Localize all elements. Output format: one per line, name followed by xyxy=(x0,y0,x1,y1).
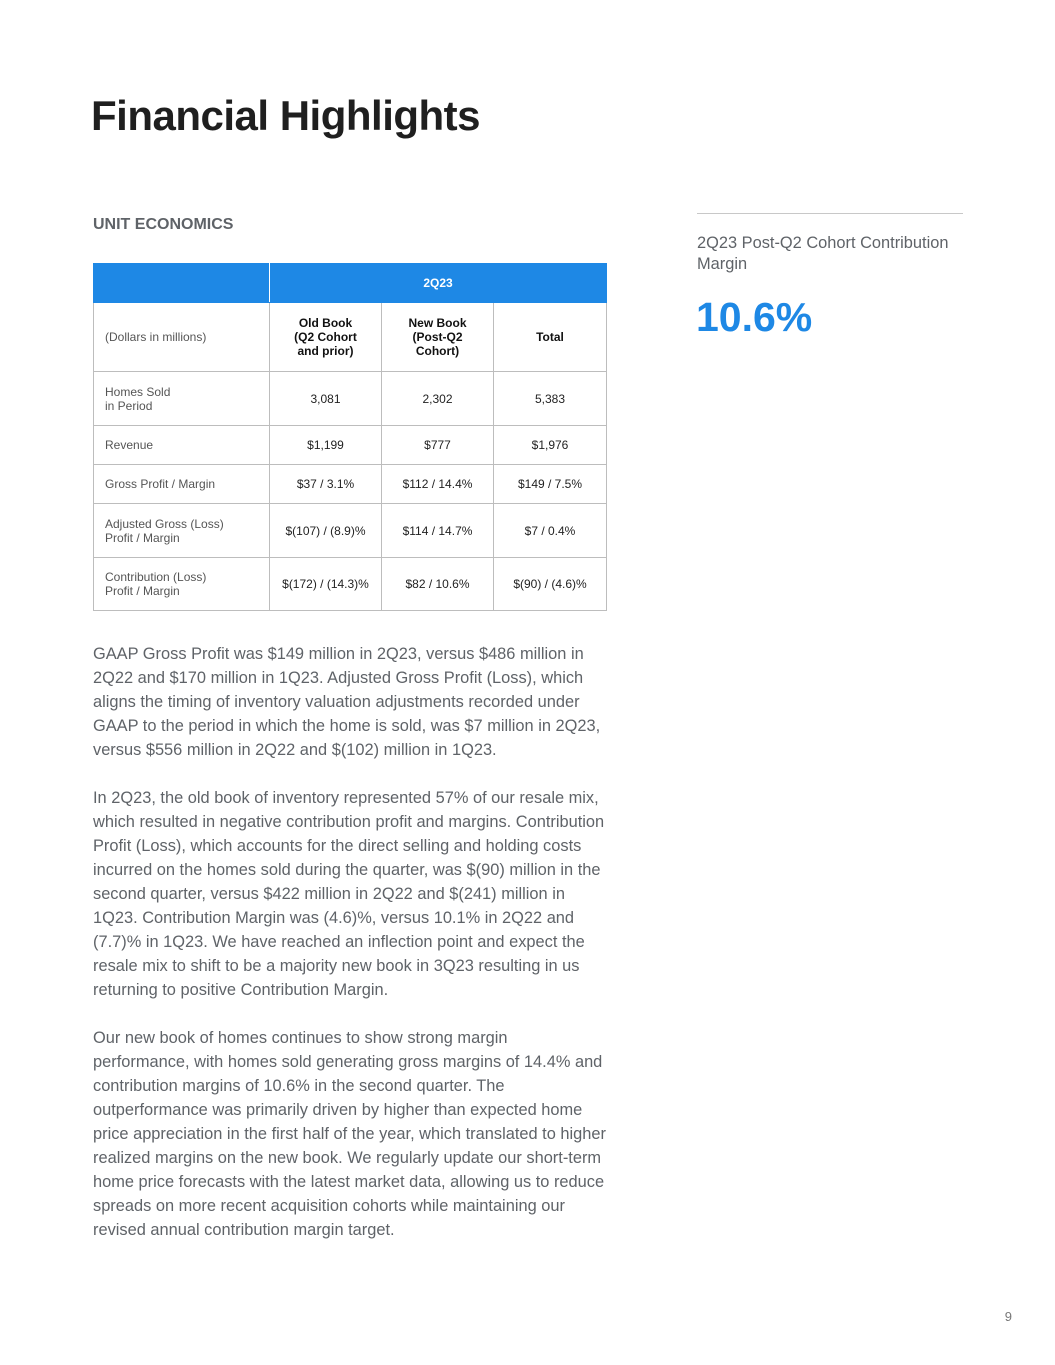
table-row-gross-profit xyxy=(94,465,607,504)
table-row-adjusted-gross xyxy=(94,504,607,558)
period-header: 2Q23 xyxy=(270,264,607,303)
paragraph-new-book: Our new book of homes continues to show strong margin performance, with homes sold generating gross margins of 14.4% and contribution margins of 10.6% in the second quarter. The outperformance was primarily driven by higher than expected home price appreciation in the first half of the year, which translated to higher realized margins on the new book. We regularly update our short-term home price forecasts with the latest market data, allowing us to reduce spreads on more recent acquisition cohorts while maintaining our revised annual contribution margin target. xyxy=(93,1029,606,1239)
col-header-line: (Q2 Cohort xyxy=(294,330,357,344)
row-label-line: Profit / Margin xyxy=(105,584,180,598)
cell-total: $7 / 0.4% xyxy=(494,504,607,558)
row-label: Gross Profit / Margin xyxy=(94,465,270,504)
table-column-header-row xyxy=(94,303,607,372)
section-label: UNIT ECONOMICS xyxy=(93,216,234,233)
row-label: Revenue xyxy=(94,426,270,465)
cell-old-book: $1,199 xyxy=(270,426,382,465)
sidebar-metric-value: 10.6% xyxy=(696,294,813,340)
page-number: 9 xyxy=(1004,1309,1012,1324)
cell-total: $(90) / (4.6)% xyxy=(494,558,607,611)
unit-economics-table xyxy=(93,263,607,611)
col-header-line: Old Book xyxy=(298,316,353,330)
cell-new-book: $114 / 14.7% xyxy=(382,504,494,558)
row-label-line: Profit / Margin xyxy=(105,530,180,545)
col-header-line: Cohort) xyxy=(415,344,460,358)
table-row-contribution xyxy=(94,558,607,611)
paragraph-gross-profit: GAAP Gross Profit was $149 million in 2Q23, versus $486 million in 2Q22 and $170 million in 1Q23. Adjusted Gross Profit (Loss), which aligns the timing of inventory valuation adjustments recorded under GAAP to the period in which the home is sold, was $7 million in 2Q23, versus $556 million in 2Q22 and $(102) million in 1Q23. xyxy=(93,645,601,759)
table-row-revenue xyxy=(94,426,607,465)
col-header-new-book xyxy=(382,303,494,372)
cell-new-book: 2,302 xyxy=(382,372,494,426)
col-header-line: and prior) xyxy=(297,344,354,358)
cell-new-book: $82 / 10.6% xyxy=(382,558,494,611)
cell-old-book: 3,081 xyxy=(270,372,382,426)
col-header-total: Total xyxy=(494,303,607,372)
cell-total: $1,976 xyxy=(494,426,607,465)
cell-total: $149 / 7.5% xyxy=(494,465,607,504)
col-header-old-book xyxy=(270,303,382,372)
col-header-line: (Post-Q2 xyxy=(412,330,463,344)
sidebar-metric-label: 2Q23 Post-Q2 Cohort Contribution Margin xyxy=(697,234,949,273)
table-row-homes-sold xyxy=(94,372,607,426)
table-header-blank xyxy=(94,264,270,303)
cell-old-book: $37 / 3.1% xyxy=(270,465,382,504)
body-text xyxy=(93,642,608,1266)
sidebar-divider xyxy=(697,213,963,214)
row-label xyxy=(94,504,270,558)
cell-total: 5,383 xyxy=(494,372,607,426)
col-header-line: New Book xyxy=(408,316,467,330)
cell-old-book: $(172) / (14.3)% xyxy=(270,558,382,611)
cell-new-book: $777 xyxy=(382,426,494,465)
row-label-line: Homes Sold xyxy=(105,384,171,399)
cell-old-book: $(107) / (8.9)% xyxy=(270,504,382,558)
cell-new-book: $112 / 14.4% xyxy=(382,465,494,504)
row-label-line: Contribution (Loss) xyxy=(105,570,207,584)
row-label-line: Adjusted Gross (Loss) xyxy=(105,516,224,531)
page-title: Financial Highlights xyxy=(91,92,481,139)
row-label xyxy=(94,372,270,426)
row-label-header: (Dollars in millions) xyxy=(94,303,270,372)
row-label xyxy=(94,558,270,611)
table-period-header-row xyxy=(94,264,607,303)
row-label-line: in Period xyxy=(105,398,153,413)
paragraph-old-book: In 2Q23, the old book of inventory represented 57% of our resale mix, which resulted in negative contribution profit and margins. Contribution Profit (Loss), which accounts for the direct selling and holding costs incurred on the homes sold during the quarter, was $(90) million in the second quarter, versus $422 million in 2Q22 and $(241) million in 1Q23. Contribution Margin was (4.6)%, versus 10.1% in 2Q22 and (7.7)% in 1Q23. We have reached an inflection point and expect the resale mix to shift to be a majority new book in 3Q23 resulting in us returning to positive Contribution Margin. xyxy=(93,789,605,999)
